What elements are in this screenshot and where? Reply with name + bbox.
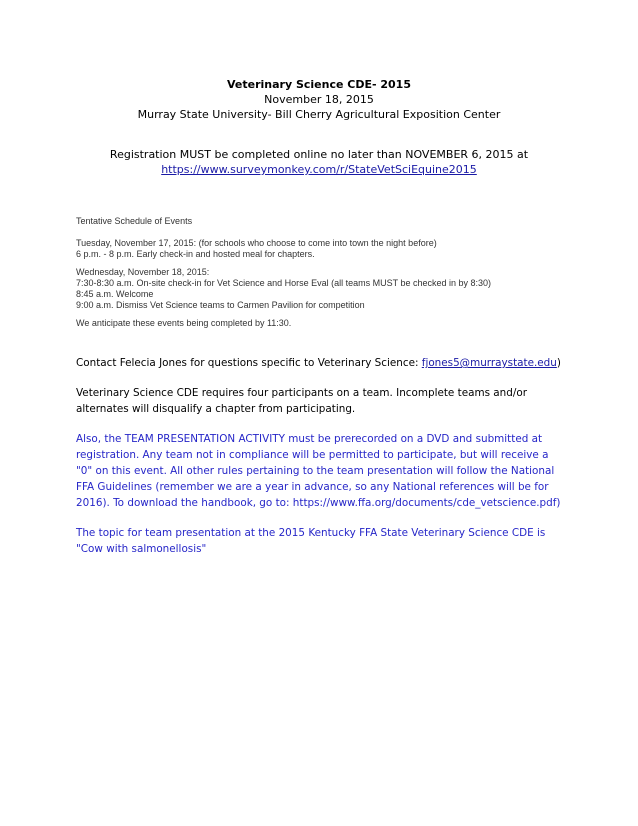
schedule-heading: Tentative Schedule of Events [76,216,193,226]
requirements-paragraph: Veterinary Science CDE requires four participants on a team. Incomplete teams and/or alternates will disqualify a chapter from participating. [76,387,527,415]
document-body [76,355,566,571]
contact-email-link[interactable]: fjones5@murraystate.edu [421,357,557,369]
contact-suffix: ) [556,357,561,369]
event-location: Murray State University- Bill Cherry Agricultural Exposition Center [137,108,501,121]
contact-text: Contact Felecia Jones for questions specific to Veterinary Science: [76,357,422,369]
document-header [0,77,638,122]
registration-notice [0,147,638,177]
schedule-note: We anticipate these events being completed by 11:30. [76,318,292,328]
schedule-item: 8:45 a.m. Welcome [76,289,154,299]
schedule-day [76,238,596,260]
contact-paragraph [76,355,566,371]
schedule-day-date: Tuesday, November 17, 2015: (for schools who choose to come into town the night before) [76,238,437,248]
registration-link[interactable]: https://www.surveymonkey.com/r/StateVetSciEquine2015 [161,163,477,176]
topic-paragraph: The topic for team presentation at the 2015 Kentucky FFA State Veterinary Science CDE is "Cow with salmonellosis" [76,527,546,555]
schedule-section [76,216,596,336]
schedule-item: 7:30-8:30 a.m. On-site check-in for Vet Science and Horse Eval (all teams MUST be checked in by 8:30) [76,278,492,288]
document-title: Veterinary Science CDE- 2015 [226,78,411,91]
registration-text: Registration MUST be completed online no later than NOVEMBER 6, 2015 at [109,148,529,161]
schedule-day [76,267,596,311]
event-date: November 18, 2015 [264,93,374,106]
presentation-paragraph: Also, the TEAM PRESENTATION ACTIVITY must be prerecorded on a DVD and submitted at registration. Any team not in compliance will be permitted to participate, but will receive a "0" on this event. All other rules pertaining to the team presentation will follow the National FFA Guidelines (remember we are a year in advance, so any National references will be for 2016). To download the handbook, go to: https://www.ffa.org/documents/cde_vetscience.pdf) [76,433,561,509]
schedule-item: 9:00 a.m. Dismiss Vet Science teams to Carmen Pavilion for competition [76,300,365,310]
schedule-item: 6 p.m. - 8 p.m. Early check-in and hosted meal for chapters. [76,249,315,259]
schedule-day-date: Wednesday, November 18, 2015: [76,267,210,277]
